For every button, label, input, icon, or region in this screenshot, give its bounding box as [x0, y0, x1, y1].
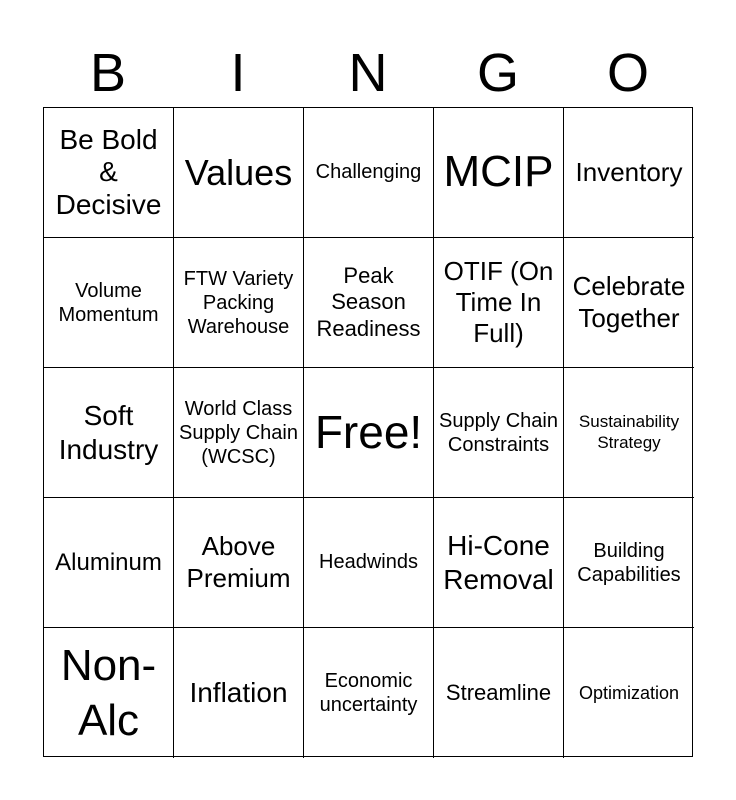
- bingo-cell[interactable]: [434, 628, 564, 758]
- free-space-text: Free!: [314, 406, 423, 459]
- bingo-cell[interactable]: [564, 498, 694, 628]
- header-letter-g: G: [476, 43, 519, 103]
- cell-text: MCIP: [443, 147, 554, 197]
- bingo-cell[interactable]: [434, 238, 564, 368]
- cell-text: Inflation: [189, 676, 288, 708]
- cell-text: FTW Variety Packing Warehouse: [183, 267, 294, 338]
- cell-text: Soft Industry: [58, 399, 159, 465]
- bingo-cell[interactable]: [44, 108, 174, 238]
- bingo-header: [43, 40, 693, 106]
- cell-text: Building Capabilities: [577, 539, 681, 586]
- bingo-cell-free[interactable]: [304, 368, 434, 498]
- header-letter-i: I: [230, 43, 246, 103]
- cell-text: Streamline: [445, 680, 552, 706]
- header-letter-b: B: [89, 43, 127, 103]
- cell-text: Aluminum: [55, 548, 162, 576]
- bingo-cell[interactable]: [44, 238, 174, 368]
- bingo-cell[interactable]: [434, 368, 564, 498]
- cell-text: Volume Momentum: [58, 279, 159, 326]
- bingo-cell[interactable]: [434, 498, 564, 628]
- cell-text: Economic uncertainty: [319, 670, 418, 716]
- cell-text: Values: [184, 151, 293, 193]
- bingo-cell[interactable]: [304, 108, 434, 238]
- bingo-cell[interactable]: [564, 238, 694, 368]
- cell-text: Above Premium: [186, 531, 291, 593]
- bingo-cell[interactable]: [44, 628, 174, 758]
- bingo-cell[interactable]: [564, 368, 694, 498]
- bingo-cell[interactable]: [44, 498, 174, 628]
- header-letter-n: N: [348, 43, 388, 103]
- bingo-cell[interactable]: [174, 238, 304, 368]
- cell-text: Be Bold & Decisive: [55, 124, 162, 220]
- cell-text: Challenging: [315, 161, 422, 183]
- bingo-cell[interactable]: [44, 368, 174, 498]
- cell-text: Inventory: [575, 156, 683, 187]
- cell-text: Sustainability Strategy: [578, 412, 680, 452]
- bingo-cell[interactable]: [304, 238, 434, 368]
- bingo-board: [43, 107, 693, 757]
- cell-text: Optimization: [578, 682, 680, 703]
- bingo-cell[interactable]: [564, 108, 694, 238]
- bingo-cell[interactable]: [174, 498, 304, 628]
- bingo-cell[interactable]: [304, 498, 434, 628]
- cell-text: Hi-Cone Removal: [443, 529, 554, 595]
- cell-text: Non-Alc: [60, 641, 157, 745]
- bingo-cell[interactable]: [174, 628, 304, 758]
- bingo-cell[interactable]: [174, 368, 304, 498]
- header-letter-o: O: [606, 43, 649, 103]
- bingo-cell[interactable]: [304, 628, 434, 758]
- bingo-cell[interactable]: [564, 628, 694, 758]
- cell-text: Peak Season Readiness: [316, 262, 421, 341]
- bingo-cell[interactable]: [434, 108, 564, 238]
- bingo-cell[interactable]: [174, 108, 304, 238]
- cell-text: World Class Supply Chain (WCSC): [179, 397, 298, 468]
- cell-text: OTIF (On Time In Full): [443, 255, 554, 349]
- cell-text: Headwinds: [319, 551, 418, 573]
- cell-text: Celebrate Together: [572, 271, 686, 333]
- cell-text: Supply Chain Constraints: [439, 409, 558, 456]
